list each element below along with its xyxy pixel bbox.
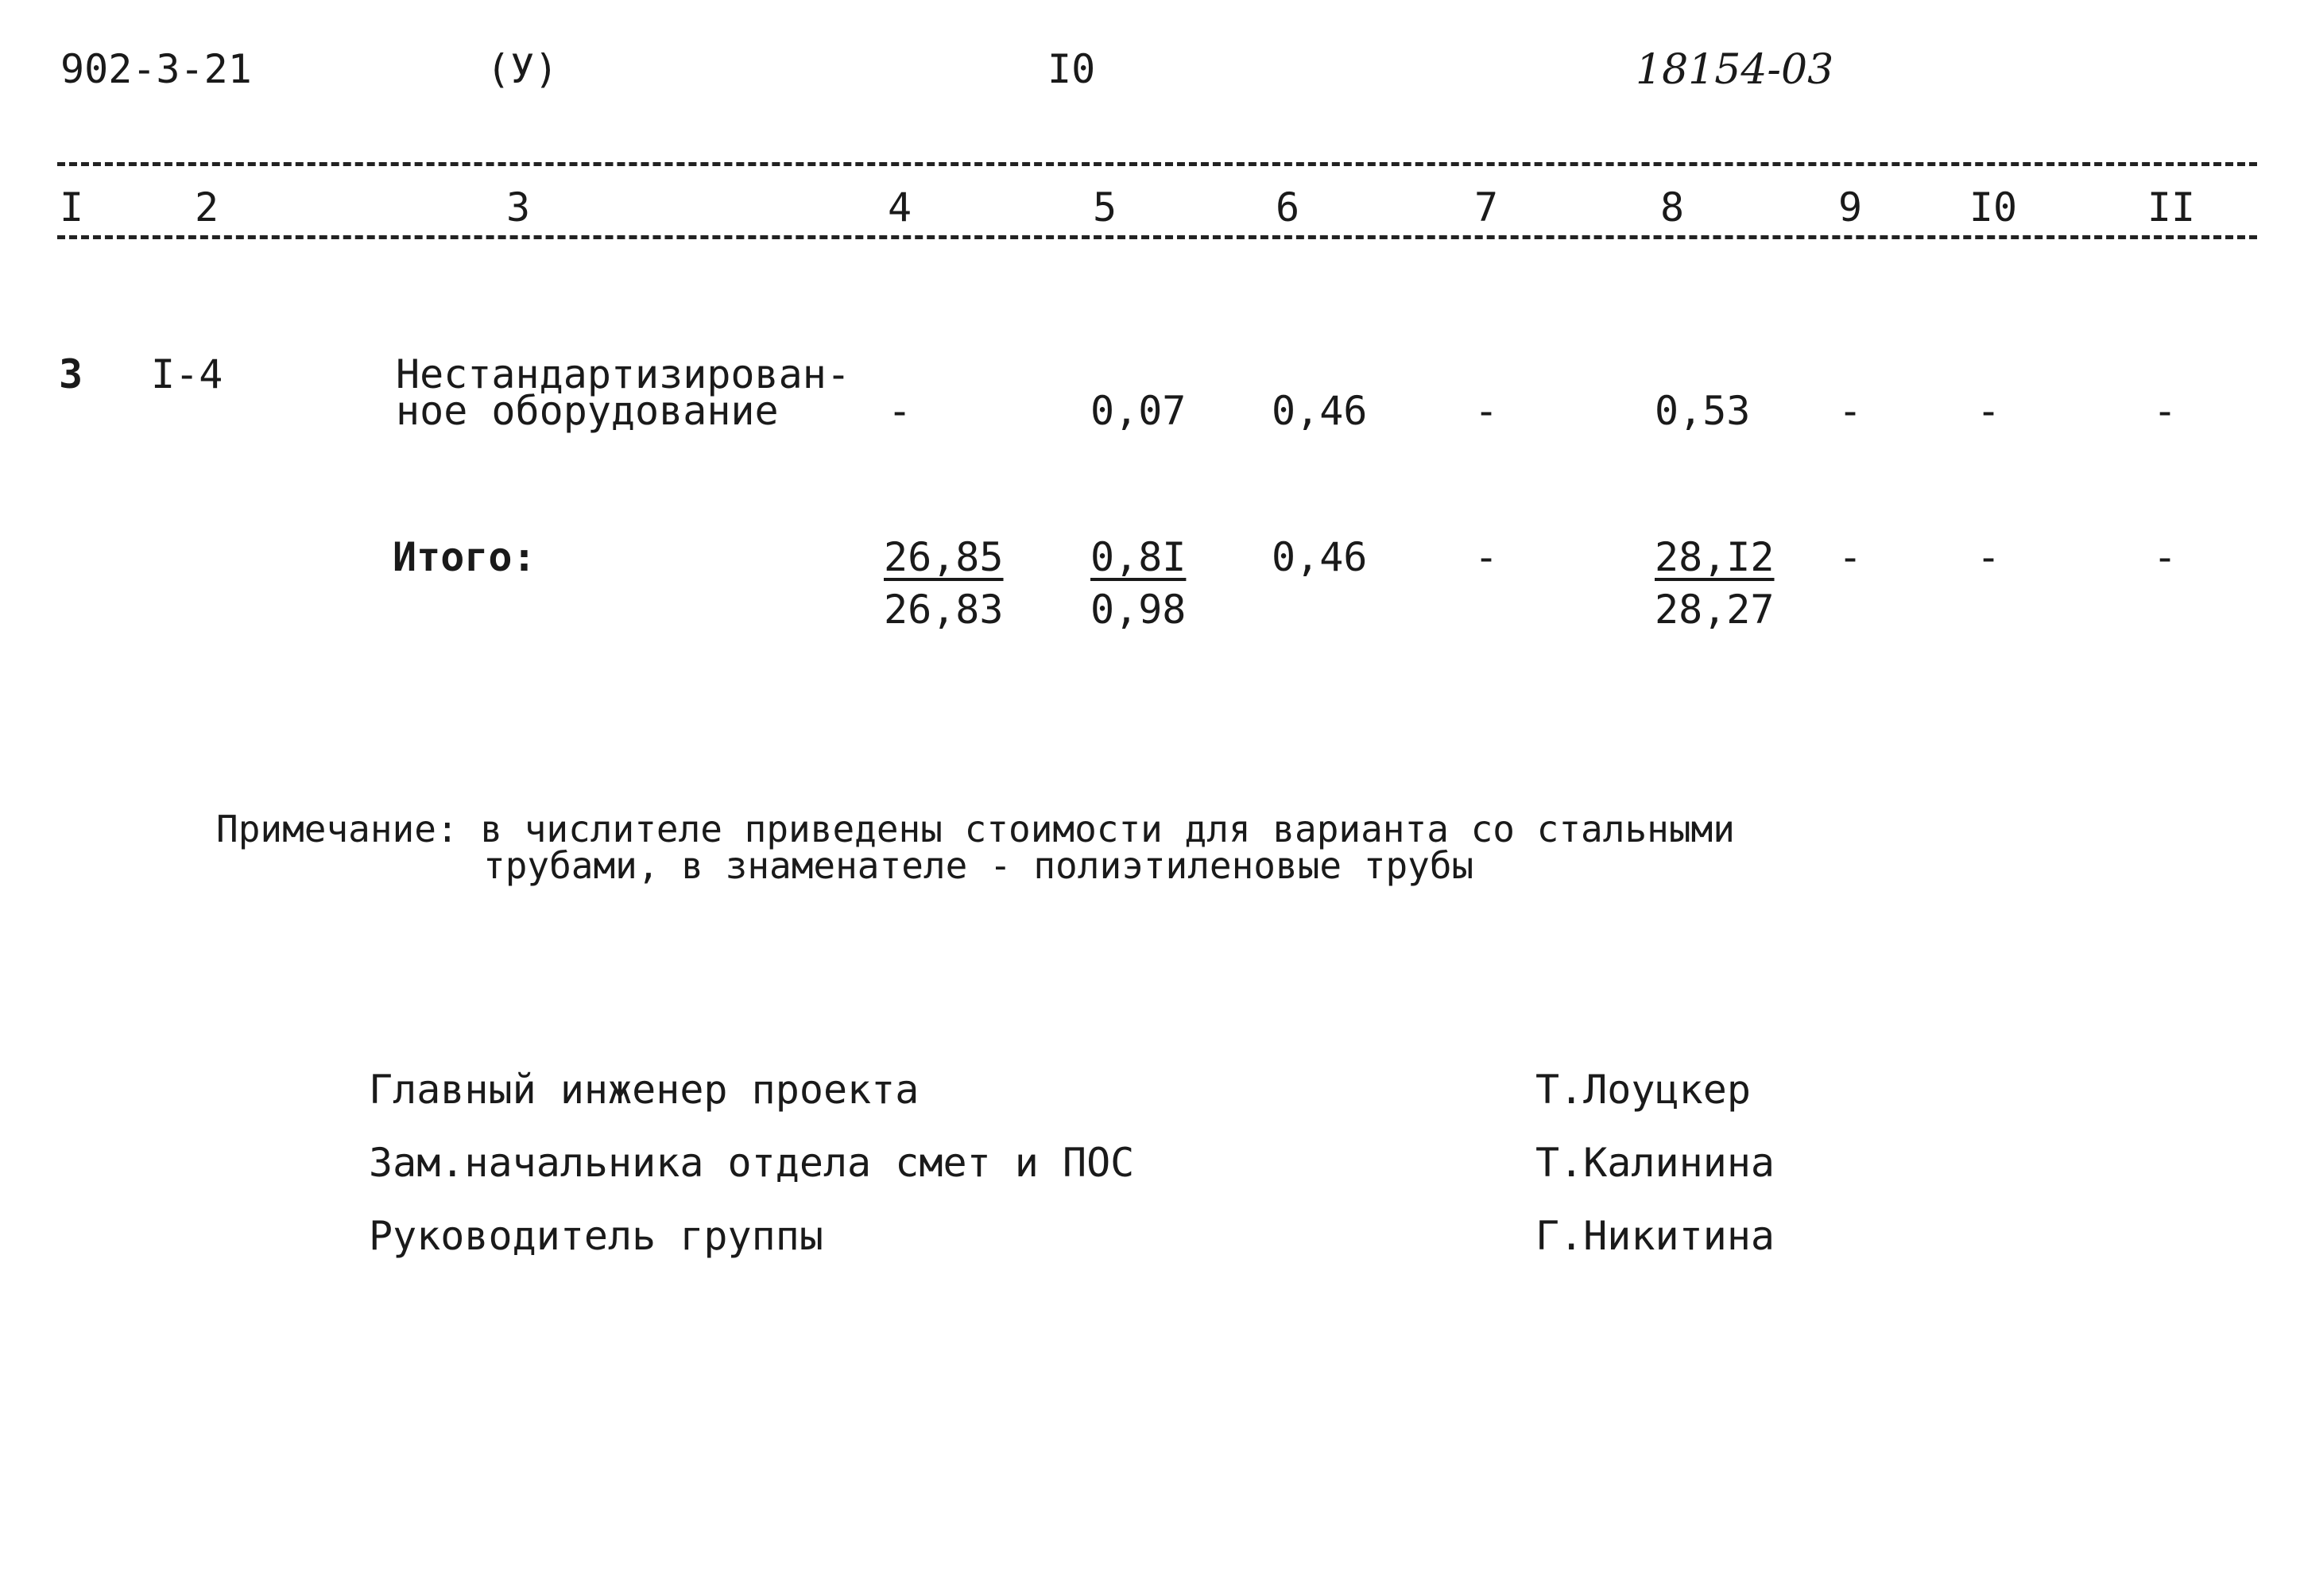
row-col11: - xyxy=(2152,388,2178,434)
row-col7: - xyxy=(1473,388,1499,434)
total-col6: 0,46 xyxy=(1272,534,1368,580)
note-line1: Примечание: в числителе приведены стоимости для варианта со стальными xyxy=(216,808,1735,850)
column-header: I0 xyxy=(1969,184,2018,230)
column-header: 5 xyxy=(1092,184,1117,230)
total-col4-numerator: 26,85 xyxy=(884,534,1004,580)
signature-name: Т.Калинина xyxy=(1535,1140,1775,1186)
row-col5: 0,07 xyxy=(1090,388,1187,434)
doc-number: 902-3-21 xyxy=(60,46,252,92)
column-header: I xyxy=(59,184,84,230)
row-col10: - xyxy=(1976,388,2001,434)
column-header: 2 xyxy=(194,184,219,230)
total-col7: - xyxy=(1473,534,1499,580)
row-col8: 0,53 xyxy=(1655,388,1751,434)
column-header: 7 xyxy=(1473,184,1499,230)
column-header: 8 xyxy=(1659,184,1685,230)
doc-mark: (У) xyxy=(486,46,559,92)
total-col10: - xyxy=(1976,534,2001,580)
row-name-line2: ное оборудование xyxy=(396,388,779,434)
note-line2: трубами, в знаменателе - полиэтиленовые трубы xyxy=(483,844,1474,887)
column-header: II xyxy=(2147,184,2196,230)
page-number: I0 xyxy=(1047,46,1096,92)
total-col8-denominator: 28,27 xyxy=(1655,587,1775,633)
header-rule-bottom xyxy=(57,235,2257,239)
column-header: 9 xyxy=(1837,184,1863,230)
total-col5-denominator: 0,98 xyxy=(1090,587,1187,633)
total-col9: - xyxy=(1837,534,1863,580)
column-header: 4 xyxy=(887,184,912,230)
signature-name: Г.Никитина xyxy=(1535,1213,1775,1259)
row-name-line1: Нестандартизирован- xyxy=(396,351,850,397)
total-col8-numerator: 28,I2 xyxy=(1655,534,1775,580)
header-rule-top xyxy=(57,162,2257,166)
row-col9: - xyxy=(1837,388,1863,434)
signature-role: Главный инженер проекта xyxy=(369,1067,920,1113)
total-label: Итого: xyxy=(393,534,536,580)
total-col4-denominator: 26,83 xyxy=(884,587,1004,633)
row-number: 3 xyxy=(59,351,83,397)
row-col4: - xyxy=(887,388,912,434)
total-col5-numerator: 0,8I xyxy=(1090,534,1187,580)
signature-role: Руководитель группы xyxy=(369,1213,823,1259)
signature-role: Зам.начальника отдела смет и ПОС xyxy=(369,1140,1135,1186)
column-header: 6 xyxy=(1275,184,1300,230)
row-code: I-4 xyxy=(151,351,223,397)
column-header: 3 xyxy=(505,184,531,230)
total-col11: - xyxy=(2152,534,2178,580)
row-col6: 0,46 xyxy=(1272,388,1368,434)
archive-number: 18154-03 xyxy=(1636,46,1834,94)
signature-name: Т.Лоуцкер xyxy=(1535,1067,1751,1113)
